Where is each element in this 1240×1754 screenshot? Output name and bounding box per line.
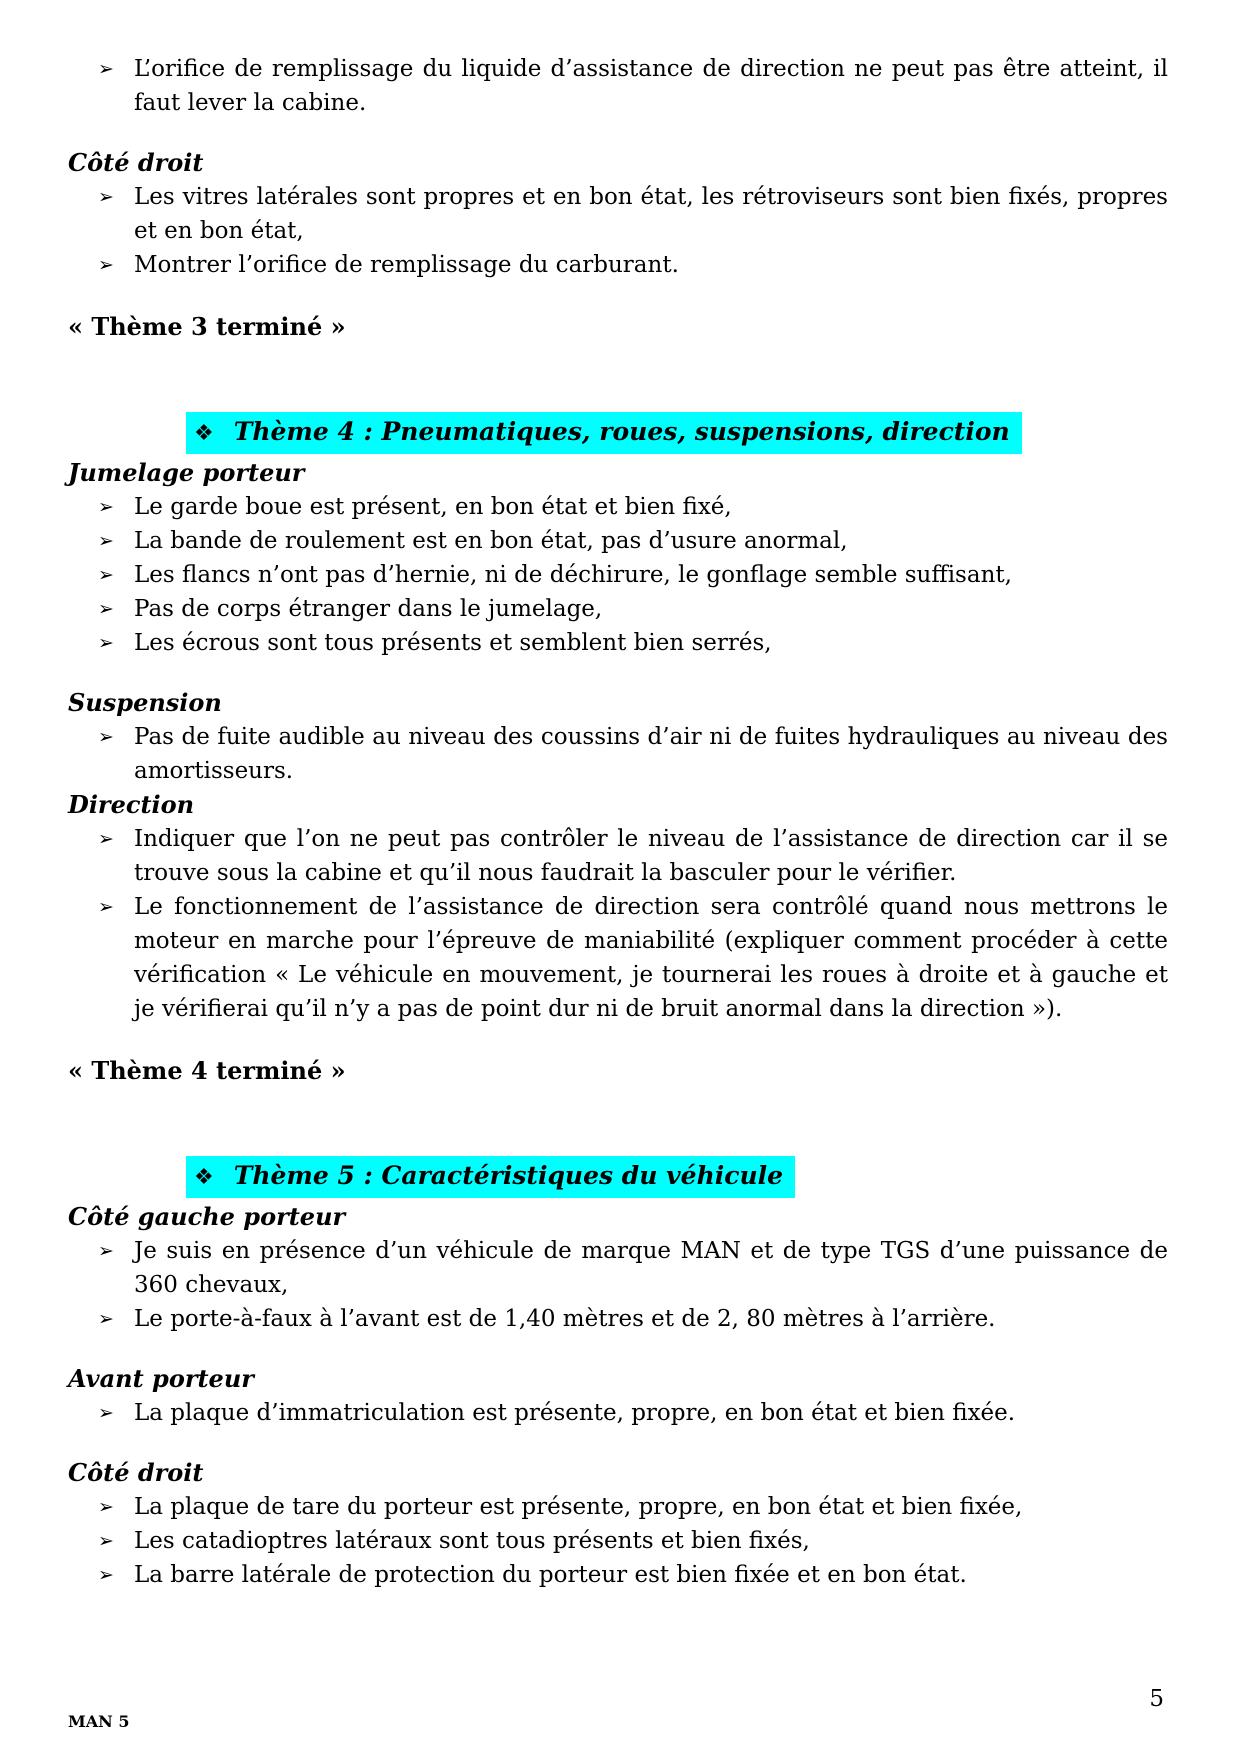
section-heading-cote-droit-top: Côté droit (68, 148, 204, 177)
list-item (68, 180, 1168, 248)
arrow-bullet-icon: ➢ (98, 1402, 114, 1424)
bullet-text: La barre latérale de protection du porteur est bien fixée et en bon état. (134, 1562, 967, 1588)
theme5-title: Thème 5 : Caractéristiques du véhicule (233, 1161, 784, 1190)
arrow-bullet-icon: ➢ (98, 1308, 114, 1330)
list-item (68, 1234, 1168, 1302)
list-item (68, 52, 1168, 120)
arrow-bullet-icon: ➢ (98, 632, 114, 654)
list-item (68, 558, 1168, 592)
bullet-text: Montrer l’orifice de remplissage du carburant. (134, 252, 679, 278)
section-heading-suspension: Suspension (68, 688, 222, 717)
arrow-bullet-icon: ➢ (98, 496, 114, 518)
bullet-text: L’orifice de remplissage du liquide d’assistance de direction ne peut pas être atteint, il faut lever la cabine. (134, 56, 1168, 116)
list-item (68, 1490, 1168, 1524)
arrow-bullet-icon: ➢ (98, 1240, 114, 1262)
arrow-bullet-icon: ➢ (98, 726, 114, 748)
list-item (68, 1524, 1168, 1558)
arrow-bullet-icon: ➢ (98, 254, 114, 276)
section-heading-avant-porteur: Avant porteur (68, 1364, 254, 1393)
bullet-text: Le porte-à-faux à l’avant est de 1,40 mètres et de 2, 80 mètres à l’arrière. (134, 1306, 996, 1332)
bullet-text: Les écrous sont tous présents et semblent bien serrés, (134, 630, 772, 656)
diamond-icon: ❖ (194, 1165, 214, 1190)
list-item (68, 1558, 1168, 1592)
arrow-bullet-icon: ➢ (98, 186, 114, 208)
bullet-text: Je suis en présence d’un véhicule de marque MAN et de type TGS d’une puissance de 360 chevaux, (134, 1238, 1168, 1298)
bullet-text: Les catadioptres latéraux sont tous présents et bien fixés, (134, 1528, 810, 1554)
theme4-highlight (186, 412, 1022, 454)
arrow-bullet-icon: ➢ (98, 896, 114, 918)
list-item (68, 626, 1168, 660)
bullet-text: Le fonctionnement de l’assistance de direction sera contrôlé quand nous mettrons le moteur en marche pour l’épreuve de maniabilité (expliquer comment procéder à cette vérification « Le véhicule en mouvement, je tournerai les roues à droite et à gauche et je vérifierai qu’il n’y a pas de point dur ni de bruit anormal dans la direction »). (134, 894, 1168, 1022)
bullet-text: Les flancs n’ont pas d’hernie, ni de déchirure, le gonflage semble suffisant, (134, 562, 1012, 588)
bullet-text: Le garde boue est présent, en bon état et bien fixé, (134, 494, 732, 520)
theme4-heading (186, 412, 1168, 454)
section-heading-cote-droit-bottom: Côté droit (68, 1458, 204, 1487)
theme3-done-label: « Thème 3 terminé » (68, 312, 346, 341)
bullet-text: La plaque de tare du porteur est présente, propre, en bon état et bien fixée, (134, 1494, 1023, 1520)
bullet-text: La plaque d’immatriculation est présente, propre, en bon état et bien fixée. (134, 1400, 1016, 1426)
arrow-bullet-icon: ➢ (98, 530, 114, 552)
arrow-bullet-icon: ➢ (98, 1496, 114, 1518)
theme4-title: Thème 4 : Pneumatiques, roues, suspensions, direction (233, 417, 1010, 446)
theme5-highlight (186, 1156, 795, 1198)
footer-doc-ref: MAN 5 (68, 1712, 130, 1731)
theme5-heading (186, 1156, 1168, 1198)
diamond-icon: ❖ (194, 421, 214, 446)
list-item (68, 720, 1168, 788)
list-item (68, 490, 1168, 524)
arrow-bullet-icon: ➢ (98, 828, 114, 850)
bullet-text: La bande de roulement est en bon état, pas d’usure anormal, (134, 528, 848, 554)
list-item (68, 524, 1168, 558)
list-item (68, 248, 1168, 282)
list-item (68, 592, 1168, 626)
section-heading-jumelage-porteur: Jumelage porteur (68, 458, 305, 487)
arrow-bullet-icon: ➢ (98, 1530, 114, 1552)
arrow-bullet-icon: ➢ (98, 598, 114, 620)
bullet-text: Pas de corps étranger dans le jumelage, (134, 596, 603, 622)
theme4-done-label: « Thème 4 terminé » (68, 1056, 346, 1085)
bullet-text: Les vitres latérales sont propres et en bon état, les rétroviseurs sont bien fixés, propres et en bon état, (134, 184, 1168, 244)
list-item (68, 822, 1168, 890)
list-item (68, 890, 1168, 1026)
list-item (68, 1302, 1168, 1336)
list-item (68, 1396, 1168, 1430)
section-heading-direction: Direction (68, 790, 195, 819)
arrow-bullet-icon: ➢ (98, 1564, 114, 1586)
bullet-text: Pas de fuite audible au niveau des coussins d’air ni de fuites hydrauliques au niveau des amortisseurs. (134, 724, 1168, 784)
page-number: 5 (1149, 1686, 1164, 1712)
arrow-bullet-icon: ➢ (98, 58, 114, 80)
bullet-text: Indiquer que l’on ne peut pas contrôler le niveau de l’assistance de direction car il se trouve sous la cabine et qu’il nous faudrait la basculer pour le vérifier. (134, 826, 1168, 886)
arrow-bullet-icon: ➢ (98, 564, 114, 586)
section-heading-cote-gauche-porteur: Côté gauche porteur (68, 1202, 346, 1231)
